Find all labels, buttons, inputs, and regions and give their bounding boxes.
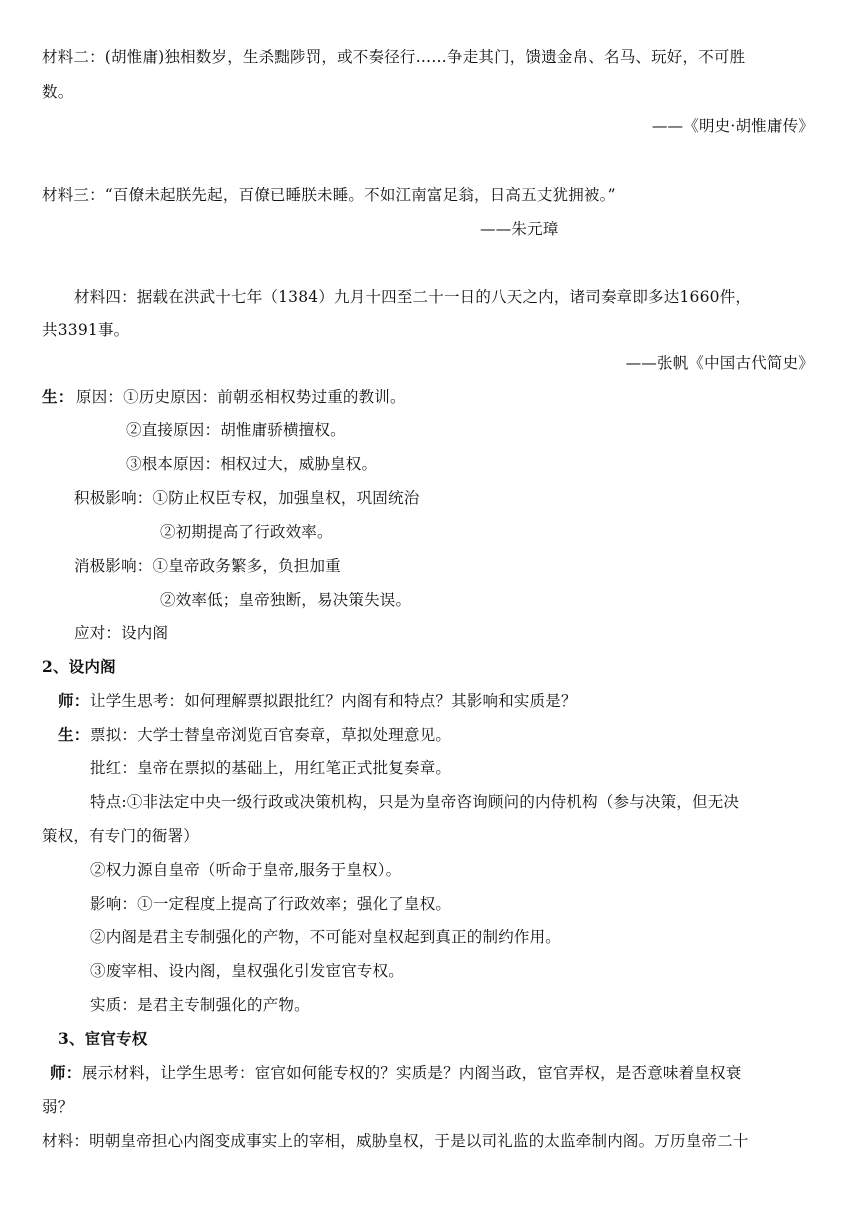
piaoni-line: 票拟：大学士替皇帝浏览百官奏章，草拟处理意见。 (90, 726, 452, 744)
pihong-line: 批红：皇帝在票拟的基础上，用红笔正式批复奏章。 (90, 759, 452, 777)
cause-line-2: ②直接原因：胡惟庸骄横擅权。 (126, 421, 346, 439)
material-2-line-2: 数。 (42, 83, 74, 101)
teacher-prompt-3-line-2: 弱？ (42, 1098, 74, 1116)
material-2-source: ——《明史·胡惟庸传》 (651, 117, 814, 135)
cause-line-3: ③根本原因：相权过大，威胁皇权。 (126, 455, 378, 473)
material-4-source: ——张帆《中国古代简史》 (625, 354, 814, 372)
material-2-line-1: 材料二：(胡惟庸)独相数岁，生杀黜陟罚，或不奏径行……争走其门，馈遗金帛、名马、玩好，不可胜 (42, 48, 746, 66)
impact-line-2: ②内阁是君主专制强化的产物，不可能对皇权起到真正的制约作用。 (90, 928, 562, 946)
negative-effect-1: 消极影响：①皇帝政务繁多，负担加重 (74, 557, 341, 575)
material-4-line-1: 材料四：据载在洪武十七年（1384）九月十四至二十一日的八天之内，诸司奏章即多达1660件， (74, 288, 752, 306)
response-line: 应对：设内阁 (74, 624, 169, 642)
student-tag: 生： (58, 725, 90, 744)
section-heading-2: 2、设内阁 (42, 657, 116, 676)
feature-line-1b: 策权，有专门的衙署） (42, 827, 200, 845)
teacher-tag: 师： (58, 691, 90, 710)
impact-line-1: 影响：①一定程度上提高了行政效率；强化了皇权。 (90, 895, 452, 913)
teacher-prompt-2: 让学生思考：如何理解票拟跟批红？内阁有和特点？其影响和实质是？ (90, 692, 577, 710)
student-tag: 生： (42, 387, 74, 406)
section-heading-3: 3、宦官专权 (58, 1029, 148, 1048)
negative-effect-2: ②效率低；皇帝独断，易决策失误。 (160, 591, 412, 609)
positive-effect-2: ②初期提高了行政效率。 (160, 523, 333, 541)
feature-line-2: ②权力源自皇帝（听命于皇帝,服务于皇权）。 (90, 861, 402, 879)
feature-line-1: 特点:①非法定中央一级行政或决策机构，只是为皇帝咨询顾问的内侍机构（参与决策，但无决 (90, 793, 740, 811)
material-4-line-2: 共3391事。 (42, 321, 130, 339)
positive-effect-1: 积极影响：①防止权臣专权，加强皇权，巩固统治 (74, 489, 420, 507)
cause-line-1: 原因：①历史原因：前朝丞相权势过重的教训。 (76, 388, 406, 406)
material-5-line-1: 材料：明朝皇帝担心内阁变成事实上的宰相，威胁皇权，于是以司礼监的太监牵制内阁。万历皇帝二十 (42, 1132, 749, 1150)
impact-line-3: ③废宰相、设内阁，皇权强化引发宦官专权。 (90, 962, 405, 980)
material-3-source: ——朱元璋 (480, 220, 559, 238)
material-3-line-1: 材料三：“百僚未起朕先起，百僚已睡朕未睡。不如江南富足翁，日高五丈犹拥被。” (42, 186, 616, 204)
teacher-prompt-3-line-1: 展示材料，让学生思考：宦官如何能专权的？实质是？内阁当政，宦官弄权，是否意味着皇权衰 (82, 1064, 742, 1082)
essence-line: 实质：是君主专制强化的产物。 (90, 996, 310, 1014)
teacher-tag: 师： (50, 1063, 82, 1082)
